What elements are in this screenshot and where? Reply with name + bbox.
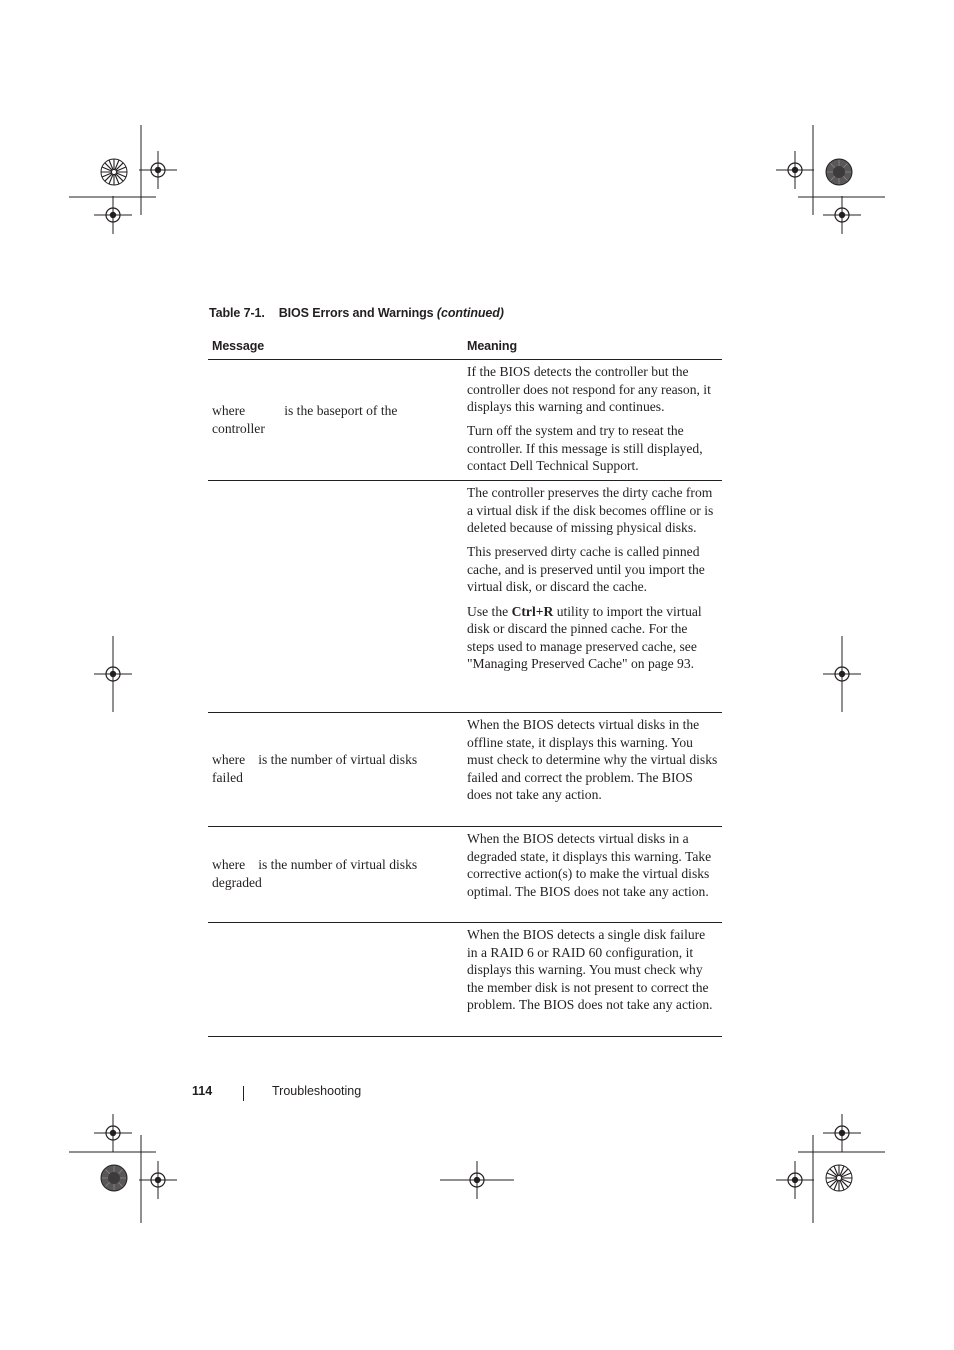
meaning-paragraph: This preserved dirty cache is called pinned cache, and is preserved until you import the virtual disk, or discard the cache. <box>467 544 705 595</box>
message-text: where <box>212 752 246 768</box>
table-caption-continued: (continued) <box>436 306 504 320</box>
message-cell <box>208 923 463 1037</box>
meaning-paragraph: When the BIOS detects a single disk failure in a RAID 6 or RAID 60 configuration, it displays this warning. You must check why the member disk is not present to correct the problem. The BIOS does not take any action. <box>467 927 713 1013</box>
table-row <box>208 360 722 481</box>
footer-divider <box>243 1086 244 1101</box>
message-cell <box>208 481 463 713</box>
message-text: where <box>212 402 246 418</box>
table-header-row <box>208 336 722 360</box>
message-text: where <box>212 857 246 873</box>
table-caption-label: Table 7-1. <box>209 306 265 320</box>
table-row <box>208 481 722 713</box>
meaning-cell <box>463 481 722 713</box>
message-cell <box>208 713 463 827</box>
message-text: is the number of virtual disks <box>258 752 418 768</box>
message-text: is the baseport of the <box>284 402 398 418</box>
message-cell <box>208 827 463 923</box>
message-text: degraded <box>212 875 262 890</box>
table-caption-title: BIOS Errors and Warnings <box>278 306 434 320</box>
message-text: controller <box>212 420 265 436</box>
meaning-text: Use the <box>467 603 509 619</box>
table-caption <box>209 306 504 320</box>
message-text: is the number of virtual disks <box>258 857 418 873</box>
column-header-message: Message <box>208 336 463 360</box>
message-cell <box>208 360 463 481</box>
table-row <box>208 713 722 827</box>
table-row <box>208 923 722 1037</box>
meaning-cell <box>463 827 722 923</box>
meaning-paragraph: When the BIOS detects virtual disks in the offline state, it displays this warning. You must check to determine why the virtual disks failed and correct the problem. The BIOS does not take any action. <box>467 717 718 803</box>
meaning-cell <box>463 360 722 481</box>
message-text: failed <box>212 770 243 785</box>
ctrl-r-command: Ctrl+R <box>511 603 554 619</box>
meaning-text: utility to import the virtual disk or discard the pinned cache. For the steps used to manage preserved cache, see "Managing Preserved Cache" on page 93. <box>467 603 702 672</box>
table-row <box>208 827 722 923</box>
meaning-paragraph <box>467 603 718 673</box>
meaning-paragraph: The controller preserves the dirty cache from a virtual disk if the disk becomes offline or is deleted because of missing physical disks. <box>467 485 714 536</box>
page-footer <box>192 1084 362 1098</box>
meaning-paragraph: If the BIOS detects the controller but the controller does not respond for any reason, it displays this warning and continues. <box>467 364 711 415</box>
meaning-cell <box>463 923 722 1037</box>
bios-errors-table <box>208 336 722 1037</box>
page-number: 114 <box>192 1084 213 1098</box>
meaning-paragraph: Turn off the system and try to reseat the controller. If this message is still displayed, contact Dell Technical Support. <box>467 423 703 474</box>
column-header-meaning: Meaning <box>463 336 722 360</box>
meaning-paragraph: When the BIOS detects virtual disks in a degraded state, it displays this warning. Take corrective action(s) to make the virtual disks optimal. The BIOS does not take any action. <box>467 831 712 899</box>
meaning-cell <box>463 713 722 827</box>
footer-section-title: Troubleshooting <box>272 1084 362 1098</box>
